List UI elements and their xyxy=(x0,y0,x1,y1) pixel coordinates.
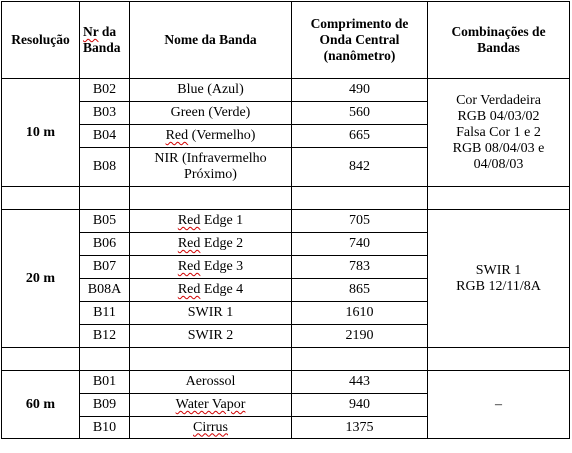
band-nr: B08A xyxy=(80,279,130,302)
combination-line: SWIR 1 xyxy=(475,262,522,278)
band-name xyxy=(130,233,292,256)
band-wavelength: 940 xyxy=(292,394,428,417)
band-nr: B05 xyxy=(80,210,130,233)
resolution-cell: 60 m xyxy=(2,371,80,439)
band-wavelength: 665 xyxy=(292,125,428,148)
band-nr: B03 xyxy=(80,102,130,125)
table-row xyxy=(2,79,570,102)
band-name-part: Red xyxy=(177,282,201,297)
band-nr: B02 xyxy=(80,79,130,102)
band-name: SWIR 1 xyxy=(130,302,292,325)
band-name xyxy=(130,394,292,417)
band-wavelength: 1375 xyxy=(292,417,428,439)
header-nome-banda: Nome da Banda xyxy=(130,2,292,79)
combination-line: RGB 12/11/8A xyxy=(456,278,541,294)
band-name-part: Cirrus xyxy=(193,419,228,435)
band-name xyxy=(130,417,292,439)
band-wavelength: 783 xyxy=(292,256,428,279)
combination-cell xyxy=(428,371,570,439)
spacer-row xyxy=(2,187,570,210)
combination-line: – xyxy=(495,396,502,412)
band-name-part: Water Vapor xyxy=(175,397,246,412)
band-name-part: Red xyxy=(177,236,201,251)
header-nr-banda xyxy=(80,2,130,79)
band-name-part: Edge 4 xyxy=(200,282,244,297)
band-name-part: Edge 3 xyxy=(200,259,244,274)
resolution-cell: 10 m xyxy=(2,79,80,187)
band-name-part: Red xyxy=(165,128,189,143)
band-nr: B08 xyxy=(80,148,130,187)
band-name: SWIR 2 xyxy=(130,325,292,348)
band-name-part: Edge 1 xyxy=(200,213,244,228)
band-wavelength: 490 xyxy=(292,79,428,102)
band-wavelength: 2190 xyxy=(292,325,428,348)
band-name: Green (Verde) xyxy=(130,102,292,125)
band-nr: B10 xyxy=(80,417,130,439)
sentinel-bands-table xyxy=(1,1,570,439)
band-wavelength: 1610 xyxy=(292,302,428,325)
band-name-part: Edge 2 xyxy=(200,236,244,251)
header-nr-banda-word: Banda xyxy=(83,40,121,55)
combination-line: 04/08/03 xyxy=(473,156,524,172)
combination-cell xyxy=(428,210,570,348)
band-name: NIR (Infravermelho Próximo) xyxy=(130,148,292,187)
band-name: Aerossol xyxy=(130,371,292,394)
band-wavelength: 705 xyxy=(292,210,428,233)
band-name xyxy=(130,256,292,279)
band-name-part: Red xyxy=(177,213,201,228)
header-comprimento: Comprimento de Onda Central (nanômetro) xyxy=(292,2,428,79)
header-nr-word: Nr xyxy=(83,24,99,39)
spacer-row xyxy=(2,348,570,371)
header-row xyxy=(2,2,570,79)
table-row xyxy=(2,210,570,233)
band-nr: B07 xyxy=(80,256,130,279)
table-row xyxy=(2,371,570,394)
band-nr: B04 xyxy=(80,125,130,148)
combination-cell xyxy=(428,79,570,187)
combination-line: Cor Verdadeira xyxy=(456,92,541,108)
resolution-cell: 20 m xyxy=(2,210,80,348)
header-resolucao: Resolução xyxy=(2,2,80,79)
band-nr: B06 xyxy=(80,233,130,256)
band-name xyxy=(130,210,292,233)
band-nr: B01 xyxy=(80,371,130,394)
band-name-part: Red xyxy=(177,259,201,274)
band-wavelength: 842 xyxy=(292,148,428,187)
header-combinacoes: Combinações de Bandas xyxy=(428,2,570,79)
band-name xyxy=(130,279,292,302)
band-nr: B09 xyxy=(80,394,130,417)
header-nr-da: da xyxy=(98,24,117,39)
combination-line: RGB 04/03/02 xyxy=(457,108,540,124)
combination-line: Falsa Cor 1 e 2 xyxy=(456,124,541,140)
band-name: Blue (Azul) xyxy=(130,79,292,102)
band-name xyxy=(130,125,292,148)
band-nr: B11 xyxy=(80,302,130,325)
band-wavelength: 740 xyxy=(292,233,428,256)
band-wavelength: 560 xyxy=(292,102,428,125)
band-wavelength: 443 xyxy=(292,371,428,394)
band-nr: B12 xyxy=(80,325,130,348)
combination-line: RGB 08/04/03 e xyxy=(452,140,545,156)
band-wavelength: 865 xyxy=(292,279,428,302)
band-name-part: (Vermelho) xyxy=(188,128,256,143)
